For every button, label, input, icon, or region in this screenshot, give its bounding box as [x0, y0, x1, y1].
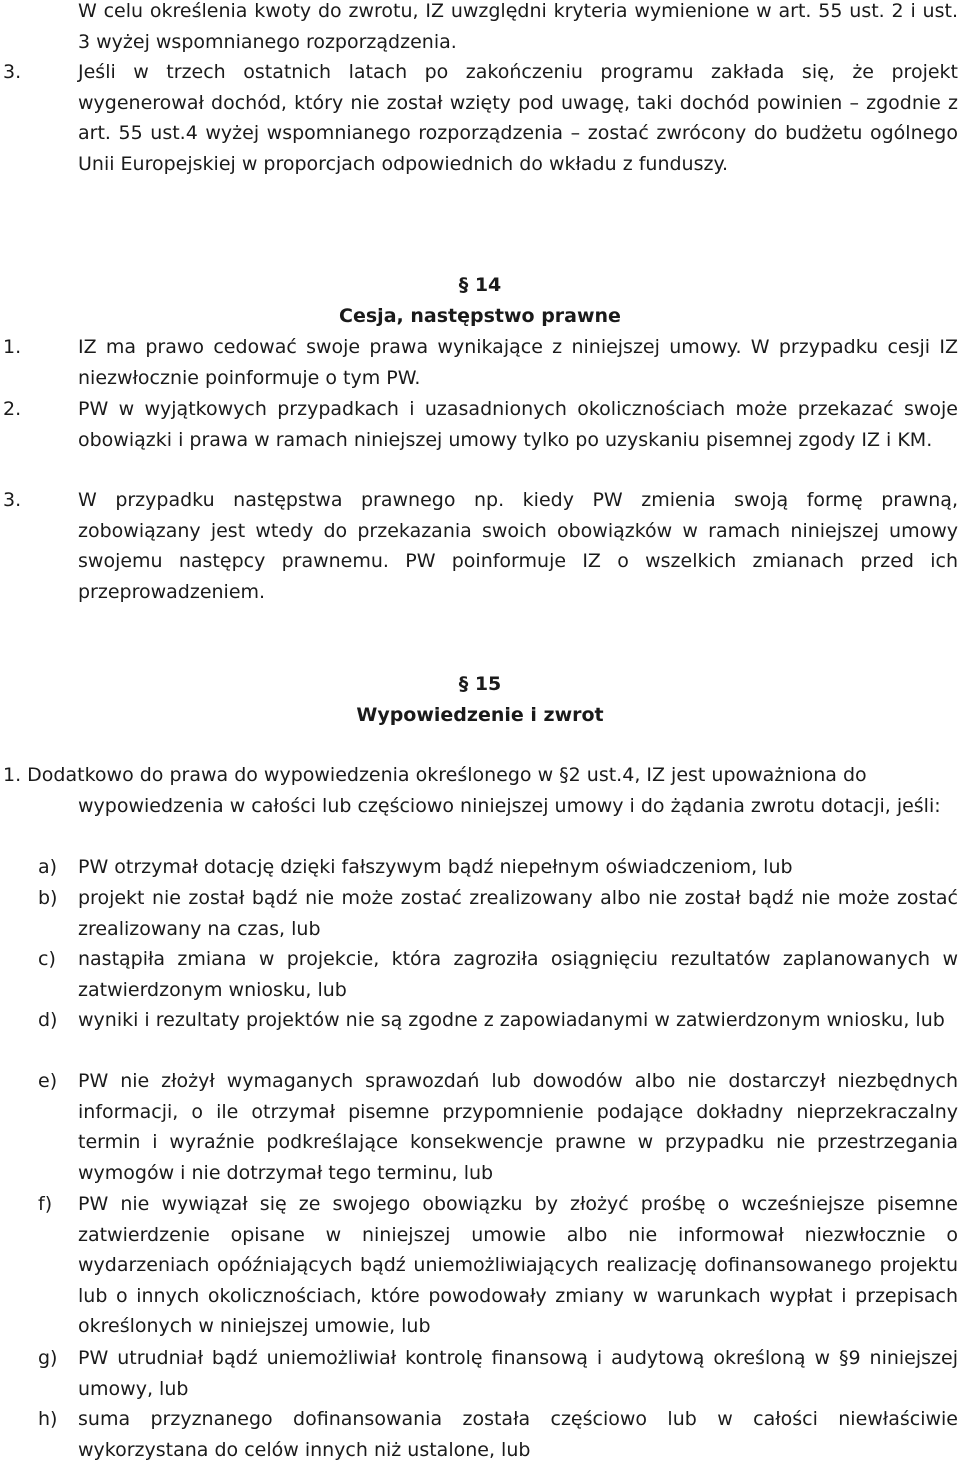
section15-subitem-c: [38, 944, 958, 1005]
section15-subitem-b: [38, 883, 958, 944]
item-number: 2.: [3, 398, 22, 420]
subitem-text: wyniki i rezultaty projektów nie są zgodne z zapowiadanymi w zatwierdzonym wniosku, lub: [78, 1009, 945, 1031]
section15-subitem-g: [38, 1343, 958, 1404]
subitem-label: a): [38, 856, 58, 878]
subitem-label: e): [38, 1070, 58, 1092]
subitem-text: PW nie wywiązał się ze swojego obowiązku by złożyć prośbę o wcześniejsze pisemne zatwierdzenie opisane w niniejszej umowie albo nie informował niezwłocznie o wydarzeniach opóźniających bądź uniemożliwiających realizację dofinansowanego projektu lub o innych okolicznościach, które powodowały zmiany w warunkach wypłat i przepisach określonych w niniejszej umowie, lub: [78, 1193, 958, 1338]
subitem-text: suma przyznanego dofinansowania została częściowo lub w całości niewłaściwie wykorzystana do celów innych niż ustalone, lub: [78, 1408, 958, 1461]
section15-subitem-a: [38, 852, 958, 883]
item-number: 1.: [3, 336, 22, 358]
section15-subitem-e: [38, 1066, 958, 1188]
subitem-text: PW otrzymał dotację dzięki fałszywym bądź niepełnym oświadczeniom, lub: [78, 856, 793, 878]
subitem-text: nastąpiła zmiana w projekcie, która zagroziła osiągnięciu rezultatów zaplanowanych w zatwierdzonym wniosku, lub: [78, 948, 958, 1001]
section15-item-1: [3, 760, 958, 821]
section-15-title: Wypowiedzenie i zwrot: [356, 704, 604, 726]
subitem-label: h): [38, 1408, 58, 1430]
subitem-label: f): [38, 1193, 53, 1215]
subitem-label: b): [38, 887, 58, 909]
subitem-text: PW nie złożył wymaganych sprawozdań lub dowodów albo nie dostarczył niezbędnych informacji, o ile otrzymał pisemne przypomnienie podające dokładny nieprzekraczalny termin i wyraźnie podkreślające konsekwencje prawne w przypadku nie przestrzegania wymogów i nie dotrzymał tego terminu, lub: [78, 1070, 958, 1184]
item-first-line: 1. Dodatkowo do prawa do wypowiedzenia określonego w §2 ust.4, IZ jest upoważniona do: [3, 764, 867, 786]
section-14-number: § 14: [458, 274, 502, 296]
subitem-text: PW utrudniał bądź uniemożliwiał kontrolę finansową i audytową określoną w §9 niniejszej umowy, lub: [78, 1347, 958, 1400]
subitem-label: c): [38, 948, 56, 970]
item-text: Jeśli w trzech ostatnich latach po zakończeniu programu zakłada się, że projekt wygenerował dochód, który nie został wzięty pod uwagę, taki dochód powinien – zgodnie z art. 55 ust.4 wyżej wspomnianego rozporządzenia – zostać zwrócony do budżetu ogólnego Unii Europejskiej w proporcjach odpowiednich do wkładu z funduszy.: [78, 61, 958, 175]
item-number: 3.: [3, 61, 22, 83]
section14-item-2: [3, 394, 958, 455]
section15-subitem-f: [38, 1189, 958, 1342]
subitem-label: g): [38, 1347, 58, 1369]
section-14-title: Cesja, następstwo prawne: [339, 305, 621, 327]
section13-item-3: [3, 57, 958, 179]
section-15-number: § 15: [458, 673, 502, 695]
subitem-text: projekt nie został bądź nie może zostać zrealizowany albo nie został bądź nie może zostać zrealizowany na czas, lub: [78, 887, 958, 940]
section14-item-1: [3, 332, 958, 393]
section15-subitem-h: [38, 1404, 958, 1465]
intro-paragraph: W celu określenia kwoty do zwrotu, IZ uwzględni kryteria wymienione w art. 55 ust. 2 i ust. 3 wyżej wspomnianego rozporządzenia.: [78, 0, 958, 53]
item-continuation: wypowiedzenia w całości lub częściowo niniejszej umowy i do żądania zwrotu dotacji, jeśli:: [78, 794, 941, 817]
subitem-label: d): [38, 1009, 58, 1031]
section14-item-3: [3, 485, 958, 607]
item-text: PW w wyjątkowych przypadkach i uzasadnionych okolicznościach może przekazać swoje obowiązki i prawa w ramach niniejszej umowy tylko po uzyskaniu pisemnej zgody IZ i KM.: [78, 398, 958, 451]
item-number: 3.: [3, 489, 22, 511]
item-text: IZ ma prawo cedować swoje prawa wynikające z niniejszej umowy. W przypadku cesji IZ niezwłocznie poinformuje o tym PW.: [78, 336, 958, 389]
item-text: W przypadku następstwa prawnego np. kiedy PW zmienia swoją formę prawną, zobowiązany jest wtedy do przekazania swoich obowiązków w ramach niniejszej umowy swojemu następcy prawnemu. PW poinformuje IZ o wszelkich zmianach przed ich przeprowadzeniem.: [78, 489, 958, 603]
section15-subitem-d: [38, 1005, 958, 1036]
